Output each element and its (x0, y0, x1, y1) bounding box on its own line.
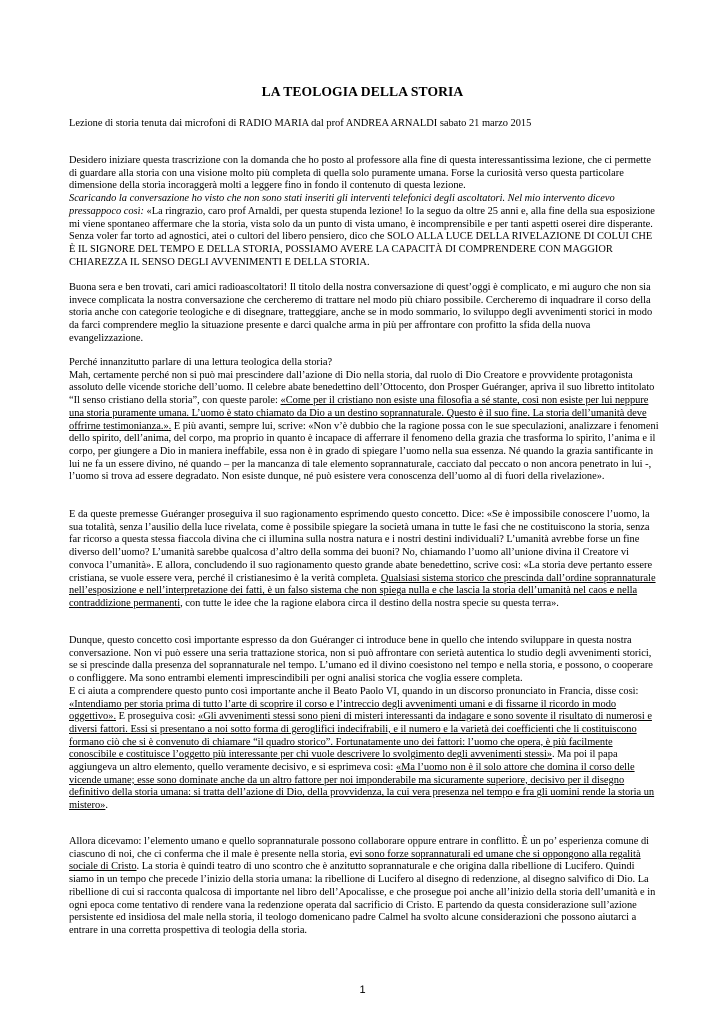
paragraph-text: Dunque, questo concetto così importante espresso da don Guéranger ci introduce bene in quello che intendo sviluppare in questa nostra conversazione. Non vi può essere una seria trattazione storica, non si può affrontare con serietà autentica lo studio degli avvenimenti storici, se si prescinde dalla presenza del soprannaturale nel tempo. L’umano ed il divino coesistono nel tempo e nella storia, e possono, o cooperare o confliggere. Ma sono entrambi elementi imprescindibili per ogni analisi storica che voglia essere completa. (69, 635, 653, 685)
underlined-quote: evi sono forze soprannaturali ed umane che si oppongono alla regalità sociale di Cristo (69, 848, 641, 873)
paragraph-text: Desidero iniziare questa trascrizione con la domanda che ho posto al professore alla fine di questa interessantissima lezione, che ci permette di guardare alla storia con una visione molto più completa di quella solo puramente umana. Forse la curiosità verso questa particolare dimensione della storia incoraggerà molti a leggere fino in fondo il contenuto di questa lezione. (69, 155, 651, 192)
underlined-quote: «Gli avvenimenti stessi sono pieni di misteri interessanti da indagare e sono sovente il risultato di numerosi e diversi fattori. Essi si presentano a noi sotto forma di geroglifici indecifrabili, e il numero e la varietà dei coefficienti che li costituiscono formano ciò che si è convenuto di chiamare “il quadro storico”. Fortunatamente uno dei fattori: l’uomo che opera, è più facilmente conoscibile e costituisce l’oggetto più interessante per chi vuole descrivere lo svolgimento degli avvenimenti stessi» (69, 711, 652, 761)
paragraph-text: E ci aiuta a comprendere questo punto così importante anche il Beato Paolo VI, quando in un discorso pronunciato in Francia, disse così: (69, 685, 639, 697)
italic-note: Scaricando la conversazione ho visto che non sono stati inseriti gli interventi telefonici degli ascoltatori. Nel mio intervento dicevo pressappoco così: (69, 193, 615, 217)
paragraph-gueranger-2 (69, 509, 659, 611)
page-number: 1 (359, 984, 366, 996)
paragraph-gueranger-1 (69, 357, 659, 484)
paragraph-text: «La ringrazio, caro prof Arnaldi, per questa stupenda lezione! Io la seguo da oltre 25 anni e, alla fine della sua esposizione mi viene spontaneo affermare che la storia, vista solo da un punto di vista umano, è incomprensibile e per tanti aspetti oserei dire disperante. Senza voler far torto ad agnostici, atei o cultori del libero pensiero, dico che SOLO ALLA LUCE DELLA RIVELAZIONE DI COLUI CHE È IL SIGNORE DEL TEMPO E DELLA STORIA, POSSIAMO AVERE LA CAPACITÀ DI COMPRENDERE CON MAGGIOR CHIAREZZA IL SENSO DEGLI AVVENIMENTI E DELLA STORIA. (69, 205, 655, 268)
paragraph-text: . (105, 800, 108, 812)
paragraph-calmel (69, 836, 659, 938)
underlined-quote: «Ma l’uomo non è il solo attore che domina il corso delle vicende umane; esse sono dominate anche da un altro fattore per noi imponderabile ma sicuramente superiore, decisivo per il disegno definitivo della storia umana: si tratta dell’azione di Dio, della provvidenza, la cui vera presenza nel tempo e fra gli uomini rende la storia un mistero» (69, 762, 655, 812)
underlined-quote: Qualsiasi sistema storico che prescinda dall’ordine soprannaturale nell’esposizione e nell’interpretazione dei fatti, è un falso sistema che non spiega nulla e che lascia la storia dell’umanità nel caos e nella contraddizione permanenti (69, 572, 656, 609)
underlined-quote: «Intendiamo per storia prima di tutto l’arte di scoprire il corso e l’intreccio degli avvenimenti umani e di fissarne il ricordo in modo oggettivo». (69, 698, 617, 723)
paragraph-paolo-vi (69, 635, 659, 813)
subtitle: Lezione di storia tenuta dai microfoni di RADIO MARIA dal prof ANDREA ARNALDI sabato 21 marzo 2015 (69, 118, 532, 129)
paragraph-text: Allora dicevamo: l’elemento umano e quello soprannaturale possono collaborare oppure entrare in conflitto. È un po’ esperienza comune di ciascuno di noi, che ci conferma che il male è presente nella storia, (69, 836, 650, 860)
paragraph-intro (69, 155, 659, 269)
underlined-quote: «Come per il cristiano non esiste una filosofia a sé stante, così non esiste per lui neppure una storia puramente umana. L’uomo è stato chiamato da Dio a un destino soprannaturale. Questo è il suo fine. La storia dell’umanità deve offrirne testimonianza.». (69, 395, 649, 432)
question-line: Perché innanzitutto parlare di una lettura teologica della storia? (69, 357, 333, 368)
paragraph-text: Buona sera e ben trovati, cari amici radioascoltatori! Il titolo della nostra conversazione di quest’oggi è complicato, e mi auguro che non sia invece complicata la nostra conversazione che cercheremo di trattare nel modo più chiaro possibile. Cercheremo di inquadrare il corso della storia anche con categorie teologiche e di disegnare, tratteggiare, anche se in modo sommario, lo sviluppo degli avvenimenti storici in modo da farci comprendere meglio la situazione presente e darci qualche arma in più per affrontare con profitto la sfida della nuova evangelizzazione. (69, 282, 653, 344)
paragraph-text: E da queste premesse Guéranger proseguiva il suo ragionamento esprimendo questo concetto. Dice: «Se è impossibile conoscere l’uomo, la sua totalità, senza l’ausilio della luce rivelata, come è possibile spiegare la società umana in tutte le fasi che ne costituiscono la storia, senza far ricorso a questa stessa fiaccola divina che ci illumina sulla nostra natura e i nostri destini individuali? L’umanità avrebbe forse un fine diverso dell’uomo? L’umanità sarebbe qualcosa d’altro della somma dei buoni? No, chiamando l’uomo all’unione divina il Creatore vi convoca l’umanità». E allora, concludendo il suo ragionamento questo grande abate benedettino, scrive così: «La storia deve pertanto essere cristiana, se vuole essere vera, perché il cristianesimo è la verità completa. (69, 509, 653, 584)
paragraph-opening (69, 282, 659, 346)
paragraph-text: E proseguiva così: (116, 711, 198, 723)
paragraph-text: , con tutte le idee che la ragione elabora circa il destino della nostra specie su questa terra». (180, 597, 559, 609)
paragraph-text: . La storia è quindi teatro di uno scontro che è anzitutto soprannaturale e che origina dalla ribellione di Lucifero. Quindi siamo in un tempo che precede l’inizio della storia umana: la ribellione di Lucifero al disegno di redenzione, al disegno salvifico di Dio. La ribellione di cui si racconta qualcosa di importante nel libro dell’Apocalisse, e che prosegue poi anche all’inizio della storia dell’umanità e in ogni epoca come tentativo di rendere vana la redenzione operata dal sacrificio di Cristo. E partendo da questa considerazione sull’azione persistente ed insidiosa del male nella storia, il teologo domenicano padre Calmel ha svolto alcune considerazioni che possono aiutarci a entrare in una corretta prospettiva di teologia della storia. (69, 861, 656, 936)
paragraph-text: E più avanti, sempre lui, scrive: «Non v’è dubbio che la ragione possa con le sue speculazioni, analizzare i fenomeni dello spirito, dell’anima, del corpo, ma proprio in quanto è incapace di afferrare il fenomeno della grazia che trasforma lo spirito, l’anima e il corpo, per giungere a Dio in maniera ineffabile, essa non è in grado di spiegare l’uomo nella sua essenza. Né quando la grazia santificante in lui ne fa un essere divino, né quando – per la mancanza di tale elemento soprannaturale, cacciato dal peccato o non ancora penetrato in lui -, l’uomo si trova ad essere degradato. Non esiste dunque, né può esistere vera conoscenza dell’uomo al di fuori della rivelazione». (69, 420, 659, 483)
page-title: LA TEOLOGIA DELLA STORIA (261, 84, 464, 99)
paragraph-text: . Ma poi il papa aggiungeva un altro elemento, quello veramente decisivo, e si esprimeva così: (69, 749, 618, 774)
paragraph-text: Mah, certamente perché non si può mai prescindere dall’azione di Dio nella storia, dal ruolo di Dio Creatore e provvidente protagonista assoluto delle vicende storiche dell’uomo. Il celebre abate benedettino dell’Ottocento, don Prosper Guéranger, apriva il suo libretto intitolato “Il senso cristiano della storia”, con queste parole: (69, 369, 655, 407)
